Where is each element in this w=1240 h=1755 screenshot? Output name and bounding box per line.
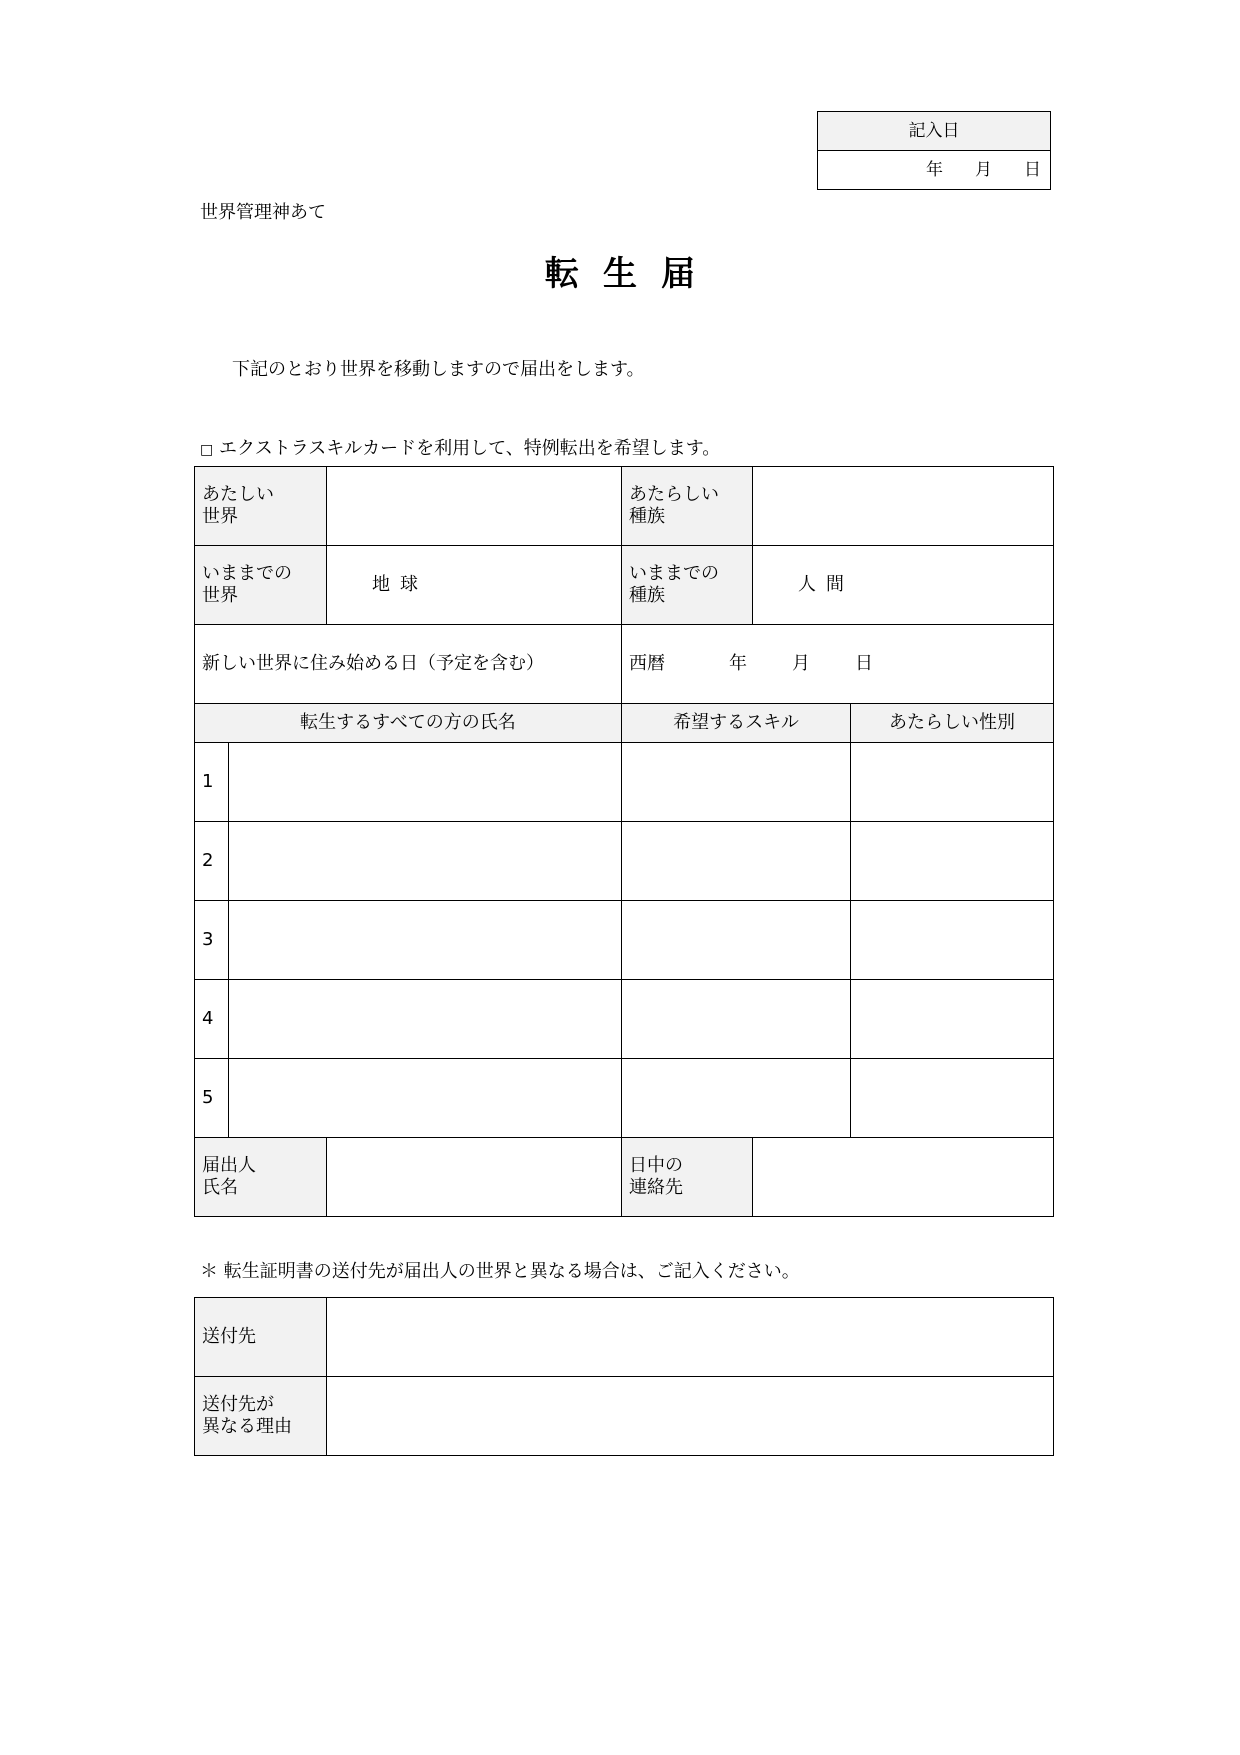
contact-label: 日中の 連絡先 xyxy=(629,1155,683,1198)
table-row xyxy=(195,980,1054,1059)
new-race-label: あたらしい 種族 xyxy=(629,484,719,527)
applicant-input[interactable] xyxy=(327,1138,622,1217)
checkbox-label: エクストラスキルカードを利用して、特例転出を希望します。 xyxy=(218,438,721,459)
delivery-table xyxy=(194,1297,1054,1456)
col-gender-header: あたらしい性別 xyxy=(851,704,1054,743)
name-input[interactable] xyxy=(229,980,622,1059)
delivery-dest-input[interactable] xyxy=(327,1298,1054,1377)
contact-input[interactable] xyxy=(753,1138,1054,1217)
addressee: 世界管理神あて xyxy=(200,202,326,223)
row-number: 3 xyxy=(195,901,229,980)
skill-input[interactable] xyxy=(622,743,851,822)
gender-input[interactable] xyxy=(851,743,1054,822)
skill-input[interactable] xyxy=(622,980,851,1059)
entry-date-box xyxy=(817,111,1051,190)
new-race-input[interactable] xyxy=(753,467,1054,546)
entry-date-field[interactable] xyxy=(818,151,1050,189)
old-world-label: いままでの 世界 xyxy=(202,563,292,606)
col-skill-header: 希望するスキル xyxy=(622,704,851,743)
old-world-value: 地球 xyxy=(372,574,428,595)
applicant-label: 届出人 氏名 xyxy=(202,1155,256,1198)
table-row xyxy=(195,901,1054,980)
delivery-reason-label: 送付先が 異なる理由 xyxy=(202,1394,292,1437)
move-date-era: 西暦 xyxy=(629,653,665,674)
skill-input[interactable] xyxy=(622,822,851,901)
row-number: 4 xyxy=(195,980,229,1059)
move-date-day: 日 xyxy=(855,653,873,674)
special-transfer-option[interactable] xyxy=(200,434,720,460)
move-date-year: 年 xyxy=(729,653,747,674)
gender-input[interactable] xyxy=(851,980,1054,1059)
old-world-field[interactable] xyxy=(327,546,622,625)
checkbox[interactable]: □ xyxy=(200,442,214,458)
delivery-reason-input[interactable] xyxy=(327,1377,1054,1456)
col-names-header: 転生するすべての方の氏名 xyxy=(195,704,622,743)
entry-date-month: 月 xyxy=(975,160,992,180)
name-input[interactable] xyxy=(229,1059,622,1138)
name-input[interactable] xyxy=(229,743,622,822)
old-race-field[interactable] xyxy=(753,546,1054,625)
new-world-label: あたしい 世界 xyxy=(202,484,274,527)
move-date-field[interactable] xyxy=(622,625,1054,704)
new-world-input[interactable] xyxy=(327,467,622,546)
intro-text: 下記のとおり世界を移動しますので届出をします。 xyxy=(232,359,645,380)
move-date-month: 月 xyxy=(792,653,810,674)
row-number: 5 xyxy=(195,1059,229,1138)
page-title: 転生届 xyxy=(545,254,719,294)
row-number: 1 xyxy=(195,743,229,822)
name-input[interactable] xyxy=(229,901,622,980)
gender-input[interactable] xyxy=(851,901,1054,980)
table-row xyxy=(195,743,1054,822)
skill-input[interactable] xyxy=(622,1059,851,1138)
name-input[interactable] xyxy=(229,822,622,901)
gender-input[interactable] xyxy=(851,822,1054,901)
row-number: 2 xyxy=(195,822,229,901)
old-race-value: 人間 xyxy=(798,574,854,595)
delivery-dest-label: 送付先 xyxy=(202,1326,256,1347)
old-race-label: いままでの 種族 xyxy=(629,563,719,606)
delivery-note: ＊ 転生証明書の送付先が届出人の世界と異なる場合は、ご記入ください。 xyxy=(200,1261,800,1282)
entry-date-year: 年 xyxy=(926,160,943,180)
main-form-table xyxy=(194,466,1054,1217)
move-date-label: 新しい世界に住み始める日（予定を含む） xyxy=(202,653,544,674)
table-row xyxy=(195,822,1054,901)
gender-input[interactable] xyxy=(851,1059,1054,1138)
entry-date-day: 日 xyxy=(1024,160,1041,180)
skill-input[interactable] xyxy=(622,901,851,980)
table-row xyxy=(195,1059,1054,1138)
entry-date-label: 記入日 xyxy=(818,112,1050,151)
